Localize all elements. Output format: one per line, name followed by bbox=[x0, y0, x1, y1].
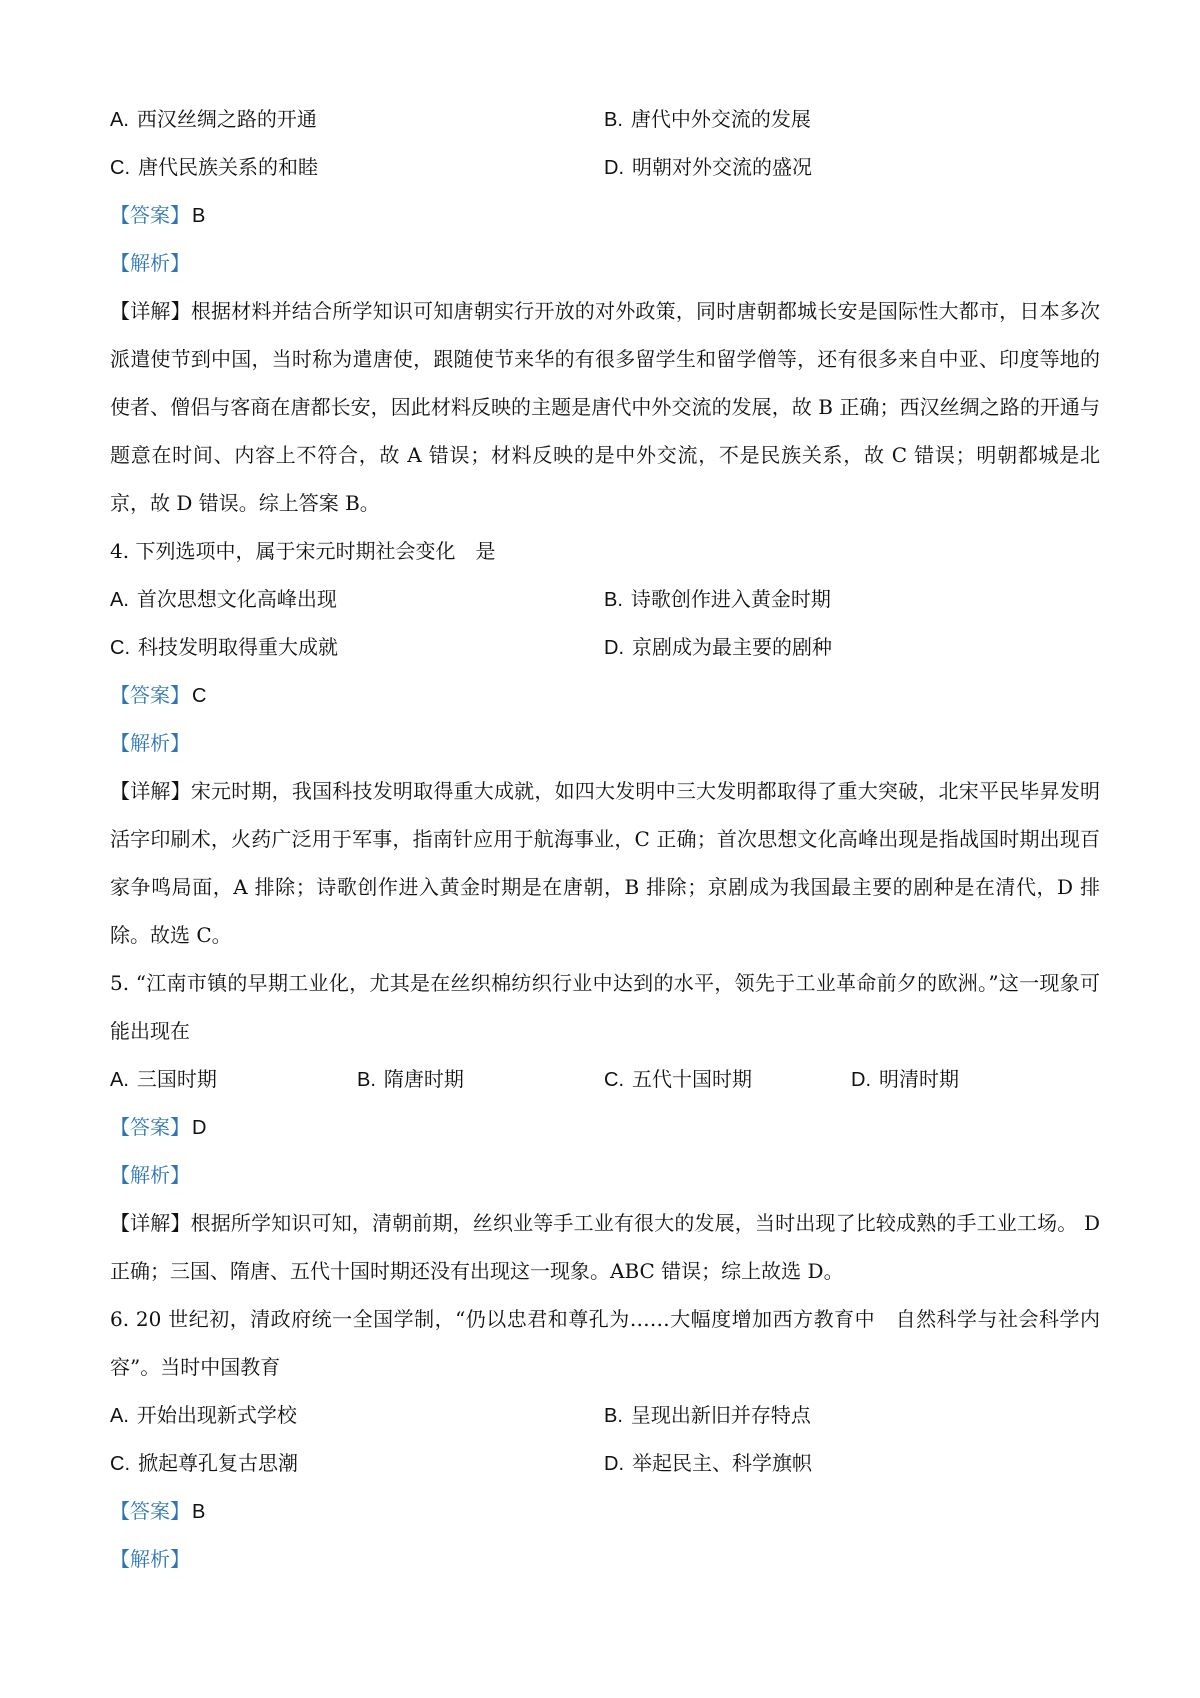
q3-options-row-1 bbox=[110, 95, 1100, 143]
analysis-label: 【解析】 bbox=[110, 731, 190, 755]
option-letter: B. bbox=[604, 1405, 623, 1427]
option-letter: A. bbox=[110, 1405, 129, 1427]
q3-detail bbox=[110, 287, 1100, 527]
option-letter: B. bbox=[604, 109, 623, 131]
option-text: 西汉丝绸之路的开通 bbox=[136, 107, 317, 131]
q5-detail bbox=[110, 1199, 1100, 1295]
answer-label: 【答案】 bbox=[110, 1115, 190, 1139]
detail-label: 【详解】 bbox=[110, 1211, 191, 1235]
option-letter: D. bbox=[604, 157, 624, 179]
answer-value: D bbox=[192, 1117, 207, 1139]
answer-value: B bbox=[192, 205, 206, 227]
option-text: 举起民主、科学旗帜 bbox=[632, 1451, 812, 1475]
option-text: 唐代中外交流的发展 bbox=[630, 107, 811, 131]
answer-value: C bbox=[192, 685, 207, 707]
option-letter: A. bbox=[110, 589, 129, 611]
option-text: 京剧成为最主要的剧种 bbox=[632, 635, 832, 659]
q3-answer bbox=[110, 191, 1100, 239]
analysis-label: 【解析】 bbox=[110, 251, 190, 275]
q5-analysis bbox=[110, 1151, 1100, 1199]
option-text: 明清时期 bbox=[879, 1067, 959, 1091]
option-text: 隋唐时期 bbox=[383, 1067, 464, 1091]
option-letter: B. bbox=[357, 1069, 376, 1091]
option-letter: C. bbox=[604, 1069, 624, 1091]
q5-option-d bbox=[851, 1055, 959, 1104]
option-letter: D. bbox=[851, 1069, 871, 1091]
detail-text: 宋元时期，我国科技发明取得重大成就，如四大发明中三大发明都取得了重大突破，北宋平民毕昇发明活字印刷术，火药广泛用于军事，指南针应用于航海事业，C 正确；首次思想文化高峰出现是指战国时期出现百家争鸣局面，A 排除；诗歌创作进入黄金时期是在唐朝，B 排除；京剧成为我国最主要的剧种是在清代，D 排除。故选 C。 bbox=[110, 779, 1101, 947]
q5-option-c bbox=[604, 1055, 752, 1104]
q6-options-row-1 bbox=[110, 1391, 1100, 1439]
q4-options-row-2 bbox=[110, 623, 1100, 671]
q6-option-d bbox=[604, 1439, 812, 1488]
q4-question: 4. 下列选项中，属于宋元时期社会变化 是 bbox=[110, 539, 496, 563]
option-text: 科技发明取得重大成就 bbox=[138, 635, 338, 659]
option-text: 呈现出新旧并存特点 bbox=[630, 1403, 811, 1427]
q6-analysis bbox=[110, 1535, 1100, 1583]
option-letter: A. bbox=[110, 1069, 129, 1091]
q4-option-d bbox=[604, 623, 832, 672]
q4-detail bbox=[110, 767, 1100, 959]
option-text: 掀起尊孔复古思潮 bbox=[138, 1451, 298, 1475]
answer-label: 【答案】 bbox=[110, 1499, 190, 1523]
q6-option-c bbox=[110, 1439, 298, 1488]
q3-analysis bbox=[110, 239, 1100, 287]
option-text: 唐代民族关系的和睦 bbox=[138, 155, 318, 179]
q5-answer bbox=[110, 1103, 1100, 1151]
option-letter: A. bbox=[110, 109, 129, 131]
q3-option-d bbox=[604, 143, 812, 192]
option-text: 明朝对外交流的盛况 bbox=[632, 155, 812, 179]
answer-label: 【答案】 bbox=[110, 683, 190, 707]
q3-option-c bbox=[110, 143, 318, 192]
analysis-label: 【解析】 bbox=[110, 1547, 190, 1571]
option-text: 首次思想文化高峰出现 bbox=[136, 587, 337, 611]
q4-analysis bbox=[110, 719, 1100, 767]
q3-option-a bbox=[110, 95, 317, 144]
option-text: 五代十国时期 bbox=[632, 1067, 752, 1091]
option-letter: C. bbox=[110, 637, 130, 659]
q3-option-b bbox=[604, 95, 811, 144]
q6-options-row-2 bbox=[110, 1439, 1100, 1487]
answer-label: 【答案】 bbox=[110, 203, 190, 227]
q5-option-b bbox=[357, 1055, 464, 1104]
q3-options-row-2 bbox=[110, 143, 1100, 191]
q4-option-a bbox=[110, 575, 337, 624]
q5-question: 5. “江南市镇的早期工业化，尤其是在丝织棉纺织行业中达到的水平，领先于工业革命前夕的欧洲。”这一现象可能出现在 bbox=[110, 971, 1100, 1043]
q6-question: 6. 20 世纪初，清政府统一全国学制，“仍以忠君和尊孔为……大幅度增加西方教育中 自然科学与社会科学内容”。当时中国教育 bbox=[110, 1307, 1100, 1379]
q5-option-a bbox=[110, 1055, 217, 1104]
answer-value: B bbox=[192, 1501, 206, 1523]
document-page bbox=[110, 95, 1100, 1583]
option-letter: D. bbox=[604, 1453, 624, 1475]
q6-answer bbox=[110, 1487, 1100, 1535]
option-text: 三国时期 bbox=[136, 1067, 217, 1091]
q5-options-row bbox=[110, 1055, 1100, 1103]
detail-text: 根据所学知识可知，清朝前期，丝织业等手工业有很大的发展，当时出现了比较成熟的手工业工场。 D 正确；三国、隋唐、五代十国时期还没有出现这一现象。ABC 错误；综上故选 D。 bbox=[110, 1211, 1100, 1283]
option-text: 开始出现新式学校 bbox=[136, 1403, 297, 1427]
option-letter: C. bbox=[110, 157, 130, 179]
option-text: 诗歌创作进入黄金时期 bbox=[630, 587, 831, 611]
analysis-label: 【解析】 bbox=[110, 1163, 190, 1187]
option-letter: D. bbox=[604, 637, 624, 659]
detail-label: 【详解】 bbox=[110, 299, 191, 323]
q4-option-b bbox=[604, 575, 831, 624]
q6-option-b bbox=[604, 1391, 811, 1440]
q4-options-row-1 bbox=[110, 575, 1100, 623]
detail-label: 【详解】 bbox=[110, 779, 191, 803]
option-letter: B. bbox=[604, 589, 623, 611]
q4-option-c bbox=[110, 623, 338, 672]
option-letter: C. bbox=[110, 1453, 130, 1475]
detail-text: 根据材料并结合所学知识可知唐朝实行开放的对外政策，同时唐朝都城长安是国际性大都市，日本多次派遣使节到中国，当时称为遣唐使，跟随使节来华的有很多留学生和留学僧等，还有很多来自中亚、印度等地的使者、僧侣与客商在唐都长安，因此材料反映的主题是唐代中外交流的发展，故 B 正确；西汉丝绸之路的开通与题意在时间、内容上不符合，故 A 错误；材料反映的是中外交流，不是民族关系，故 C 错误；明朝都城是北京，故 D 错误。综上答案 B。 bbox=[110, 299, 1101, 515]
q6-option-a bbox=[110, 1391, 297, 1440]
q4-answer bbox=[110, 671, 1100, 719]
